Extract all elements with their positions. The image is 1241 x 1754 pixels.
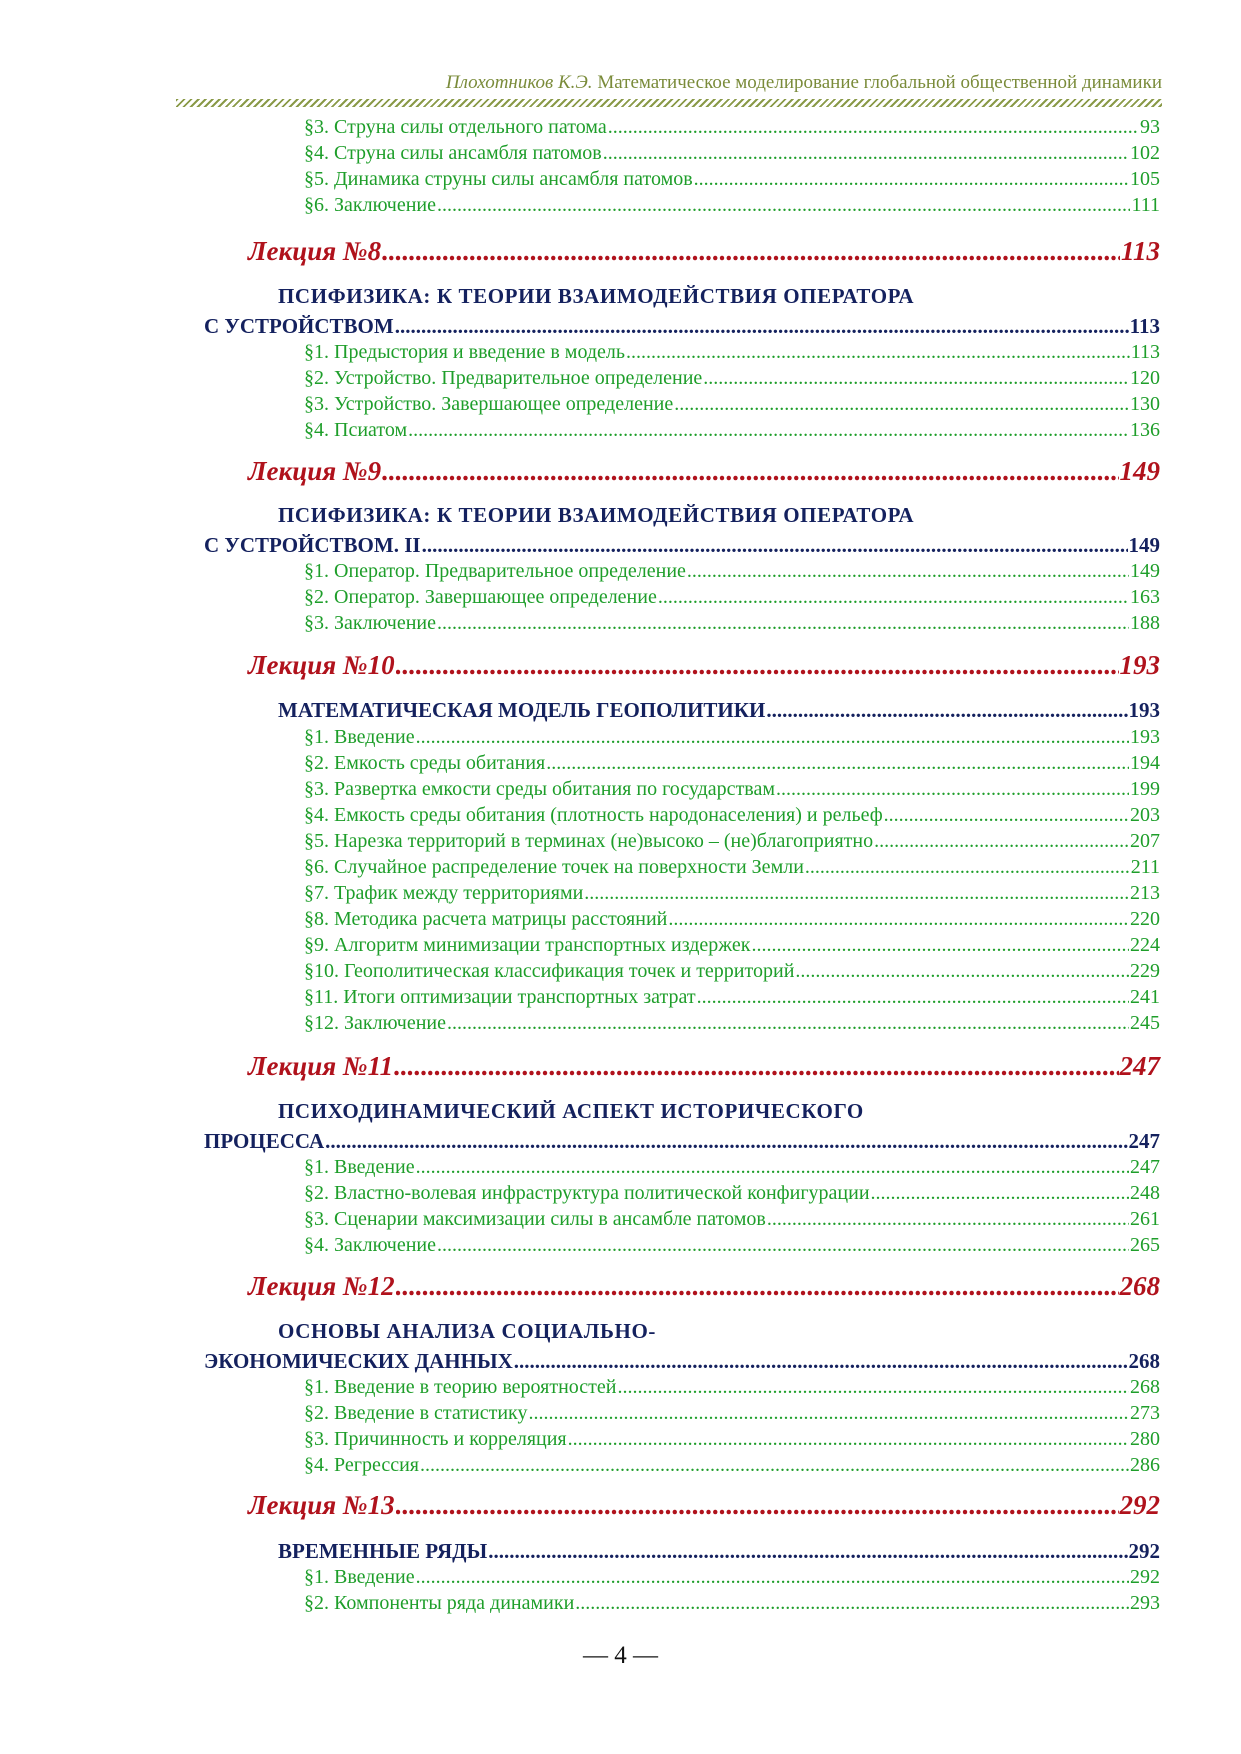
lecture-page: 292	[1119, 1490, 1160, 1520]
toc-section[interactable]	[304, 830, 1160, 853]
leader-dots	[687, 560, 1129, 583]
leader-dots	[396, 1490, 1119, 1521]
page-number: 280	[1130, 1428, 1160, 1450]
chapter-page: 149	[1128, 533, 1160, 557]
section-title: §3. Развертка емкости среды обитания по государствам	[304, 778, 776, 800]
section-title: §11. Итоги оптимизации транспортных затрат	[304, 986, 696, 1008]
toc-section[interactable]	[304, 116, 1160, 139]
leader-dots	[603, 142, 1129, 165]
section-title: §6. Заключение	[304, 194, 436, 216]
page-number: 203	[1130, 804, 1160, 826]
page-number: 248	[1130, 1182, 1160, 1204]
chapter-title: МАТЕМАТИЧЕСКАЯ МОДЕЛЬ ГЕОПОЛИТИКИ	[278, 698, 766, 722]
lecture-page: 113	[1120, 236, 1160, 266]
section-title: §4. Заключение	[304, 1234, 436, 1256]
section-title: §1. Введение	[304, 1156, 415, 1178]
leader-dots	[416, 1156, 1129, 1179]
page-number: 273	[1130, 1402, 1160, 1424]
leader-dots	[546, 752, 1129, 775]
leader-dots	[617, 1376, 1129, 1399]
section-title: §12. Заключение	[304, 1012, 446, 1034]
page-number: 286	[1130, 1454, 1160, 1476]
toc-lecture-11[interactable]	[248, 1051, 1160, 1082]
section-title: §3. Заключение	[304, 612, 436, 634]
page-number: 292	[1130, 1566, 1160, 1588]
toc-lecture-9[interactable]	[248, 456, 1160, 487]
section-title: §8. Методика расчета матрицы расстояний	[304, 908, 668, 930]
toc-section[interactable]	[304, 726, 1160, 749]
leader-dots	[394, 1051, 1118, 1082]
leader-dots	[447, 1012, 1129, 1035]
chapter-title-line1: ОСНОВЫ АНАЛИЗА СОЦИАЛЬНО-	[278, 1319, 656, 1343]
chapter-title-line1: ПСИФИЗИКА: К ТЕОРИИ ВЗАИМОДЕЙСТВИЯ ОПЕРАТОРА	[278, 503, 915, 527]
toc-section[interactable]	[304, 393, 1160, 416]
toc-section[interactable]	[304, 1012, 1160, 1035]
leader-dots	[396, 1271, 1119, 1302]
toc-section[interactable]	[304, 1402, 1160, 1425]
chapter-page: 247	[1128, 1129, 1160, 1153]
leader-dots	[422, 533, 1128, 558]
leader-dots	[437, 194, 1130, 217]
page-number: 149	[1130, 560, 1160, 582]
page-number: 130	[1130, 393, 1160, 415]
section-title: §3. Устройство. Завершающее определение	[304, 393, 674, 415]
lecture-page: 247	[1119, 1051, 1160, 1081]
page-number: 265	[1130, 1234, 1160, 1256]
leader-dots	[488, 1539, 1127, 1564]
page-number: 245	[1130, 1012, 1160, 1034]
toc-section[interactable]	[304, 142, 1160, 165]
chapter-title-line1: ПСИХОДИНАМИЧЕСКИЙ АСПЕКТ ИСТОРИЧЕСКОГО	[278, 1099, 864, 1123]
leader-dots	[805, 856, 1130, 879]
section-title: §1. Введение	[304, 1566, 415, 1588]
page-number: 194	[1130, 752, 1160, 774]
page-number: 241	[1130, 986, 1160, 1008]
toc-chapter-13[interactable]	[278, 1539, 1160, 1564]
toc-section[interactable]	[304, 986, 1160, 1009]
toc-chapter-8[interactable]	[204, 314, 1160, 339]
toc-section[interactable]	[304, 804, 1160, 827]
lecture-page: 149	[1119, 456, 1160, 486]
leader-dots	[325, 1129, 1127, 1154]
header-title: Математическое моделирование глобальной общественной динамики	[597, 72, 1162, 93]
section-title: §4. Регрессия	[304, 1454, 419, 1476]
leader-dots	[668, 908, 1129, 931]
header-rule	[176, 99, 1162, 107]
leader-dots	[575, 1592, 1129, 1615]
page-number: 93	[1140, 116, 1160, 138]
leader-dots	[382, 236, 1120, 267]
toc-chapter-12[interactable]	[204, 1349, 1160, 1374]
running-header	[176, 72, 1162, 94]
toc-section[interactable]	[304, 168, 1160, 191]
section-title: §3. Струна силы отдельного патома	[304, 116, 607, 138]
leader-dots	[584, 882, 1129, 905]
leader-dots	[437, 1234, 1129, 1257]
toc-section[interactable]	[304, 778, 1160, 801]
toc-section[interactable]	[304, 367, 1160, 390]
leader-dots	[382, 456, 1118, 487]
leader-dots	[437, 612, 1129, 635]
leader-dots	[416, 1566, 1129, 1589]
toc-lecture-12[interactable]	[248, 1271, 1160, 1302]
toc-section[interactable]	[304, 856, 1160, 879]
chapter-title-line2: С УСТРОЙСТВОМ. II	[204, 533, 421, 557]
section-title: §9. Алгоритм минимизации транспортных издержек	[304, 934, 751, 956]
chapter-title-line2: ЭКОНОМИЧЕСКИХ ДАННЫХ	[204, 1349, 513, 1373]
page-number: 261	[1130, 1208, 1160, 1230]
toc-section[interactable]	[304, 419, 1160, 442]
toc-section[interactable]	[304, 612, 1160, 635]
leader-dots	[626, 341, 1130, 364]
section-title: §4. Псиатом	[304, 419, 408, 441]
leader-dots	[674, 393, 1129, 416]
section-title: §1. Введение в теорию вероятностей	[304, 1376, 617, 1398]
header-author: Плохотников К.Э.	[445, 72, 593, 93]
leader-dots	[766, 698, 1127, 723]
page-number: 163	[1130, 586, 1160, 608]
toc-chapter-10[interactable]	[278, 698, 1160, 723]
toc-section[interactable]	[304, 1234, 1160, 1257]
page-number: 120	[1130, 367, 1160, 389]
page-number: 247	[1130, 1156, 1160, 1178]
section-title: §2. Компоненты ряда динамики	[304, 1592, 575, 1614]
section-title: §3. Причинность и корреляция	[304, 1428, 567, 1450]
leader-dots	[395, 314, 1129, 339]
page-number: 102	[1130, 142, 1160, 164]
chapter-title-line1: ПСИФИЗИКА: К ТЕОРИИ ВЗАИМОДЕЙСТВИЯ ОПЕРАТОРА	[278, 284, 915, 308]
section-title: §2. Устройство. Предварительное определение	[304, 367, 703, 389]
toc-chapter-11[interactable]	[204, 1129, 1160, 1154]
toc-section[interactable]	[304, 1428, 1160, 1451]
section-title: §1. Оператор. Предварительное определение	[304, 560, 686, 582]
leader-dots	[528, 1402, 1129, 1425]
page-number: 199	[1130, 778, 1160, 800]
section-title: §2. Оператор. Завершающее определение	[304, 586, 657, 608]
chapter-title-line2: ПРОЦЕССА	[204, 1129, 325, 1153]
lecture-title: Лекция №11	[248, 1051, 394, 1081]
section-title: §6. Случайное распределение точек на поверхности Земли	[304, 856, 804, 878]
toc-section[interactable]	[304, 560, 1160, 583]
page-number: 136	[1130, 419, 1160, 441]
toc-section[interactable]	[304, 194, 1160, 217]
toc-section[interactable]	[304, 1566, 1160, 1589]
toc-section[interactable]	[304, 908, 1160, 931]
leader-dots	[408, 419, 1129, 442]
leader-dots	[694, 168, 1129, 191]
lecture-title: Лекция №10	[248, 650, 395, 680]
chapter-page: 292	[1128, 1539, 1160, 1563]
toc-lecture-13[interactable]	[248, 1490, 1160, 1521]
page-number: 111	[1131, 194, 1160, 216]
toc-lecture-8[interactable]	[248, 236, 1160, 267]
toc-section[interactable]	[304, 1376, 1160, 1399]
leader-dots	[420, 1454, 1129, 1477]
toc-section[interactable]	[304, 341, 1160, 364]
lecture-title: Лекция №8	[248, 236, 382, 266]
chapter-title-line2: С УСТРОЙСТВОМ	[204, 314, 394, 338]
section-title: §2. Емкость среды обитания	[304, 752, 546, 774]
chapter-page: 193	[1128, 698, 1160, 722]
leader-dots	[658, 586, 1129, 609]
toc-section[interactable]	[304, 1592, 1160, 1615]
leader-dots	[396, 650, 1119, 681]
page-number: 193	[1130, 726, 1160, 748]
chapter-page: 268	[1128, 1349, 1160, 1373]
section-title: §5. Динамика струны силы ансамбля патомов	[304, 168, 693, 190]
lecture-title: Лекция №12	[248, 1271, 395, 1301]
leader-dots	[874, 830, 1129, 853]
section-title: §4. Струна силы ансамбля патомов	[304, 142, 602, 164]
section-title: §3. Сценарии максимизации силы в ансамбле патомов	[304, 1208, 766, 1230]
toc-lecture-10[interactable]	[248, 650, 1160, 681]
section-title: §5. Нарезка территорий в терминах (не)высоко – (не)благоприятно	[304, 830, 874, 852]
toc-chapter-9[interactable]	[204, 533, 1160, 558]
section-title: §7. Трафик между территориями	[304, 882, 584, 904]
toc-section[interactable]	[304, 586, 1160, 609]
page-number: 268	[1130, 1376, 1160, 1398]
section-title: §10. Геополитическая классификация точек и территорий	[304, 960, 795, 982]
page-number: 220	[1130, 908, 1160, 930]
leader-dots	[514, 1349, 1128, 1374]
leader-dots	[776, 778, 1129, 801]
leader-dots	[697, 986, 1129, 1009]
toc-section[interactable]	[304, 882, 1160, 905]
leader-dots	[751, 934, 1129, 957]
section-title: §1. Введение	[304, 726, 415, 748]
toc-section[interactable]	[304, 1454, 1160, 1477]
lecture-page: 268	[1119, 1271, 1160, 1301]
page-number: 224	[1130, 934, 1160, 956]
leader-dots	[608, 116, 1139, 139]
chapter-page: 113	[1129, 314, 1160, 338]
toc-section[interactable]	[304, 1156, 1160, 1179]
page-number: 207	[1130, 830, 1160, 852]
page-footer: — 4 —	[583, 1642, 658, 1669]
page-number: 211	[1130, 856, 1160, 878]
page-number: 229	[1130, 960, 1160, 982]
chapter-title: ВРЕМЕННЫЕ РЯДЫ	[278, 1539, 488, 1563]
leader-dots	[416, 726, 1129, 749]
lecture-title: Лекция №9	[248, 456, 382, 486]
page-number: 293	[1130, 1592, 1160, 1614]
page-number: 213	[1130, 882, 1160, 904]
page-number: 188	[1130, 612, 1160, 634]
lecture-title: Лекция №13	[248, 1490, 395, 1520]
lecture-page: 193	[1119, 650, 1160, 680]
toc-section[interactable]	[304, 934, 1160, 957]
toc-section[interactable]	[304, 1182, 1160, 1205]
section-title: §2. Введение в статистику	[304, 1402, 528, 1424]
leader-dots	[871, 1182, 1129, 1205]
section-title: §2. Властно-волевая инфраструктура политической конфигурации	[304, 1182, 870, 1204]
toc-section[interactable]	[304, 752, 1160, 775]
page-number: 113	[1130, 341, 1160, 363]
leader-dots	[568, 1428, 1129, 1451]
leader-dots	[795, 960, 1129, 983]
leader-dots	[884, 804, 1129, 827]
leader-dots	[703, 367, 1129, 390]
section-title: §4. Емкость среды обитания (плотность народонаселения) и рельеф	[304, 804, 883, 826]
section-title: §1. Предыстория и введение в модель	[304, 341, 626, 363]
toc-section[interactable]	[304, 960, 1160, 983]
toc-section[interactable]	[304, 1208, 1160, 1231]
page-number: 105	[1130, 168, 1160, 190]
leader-dots	[767, 1208, 1129, 1231]
